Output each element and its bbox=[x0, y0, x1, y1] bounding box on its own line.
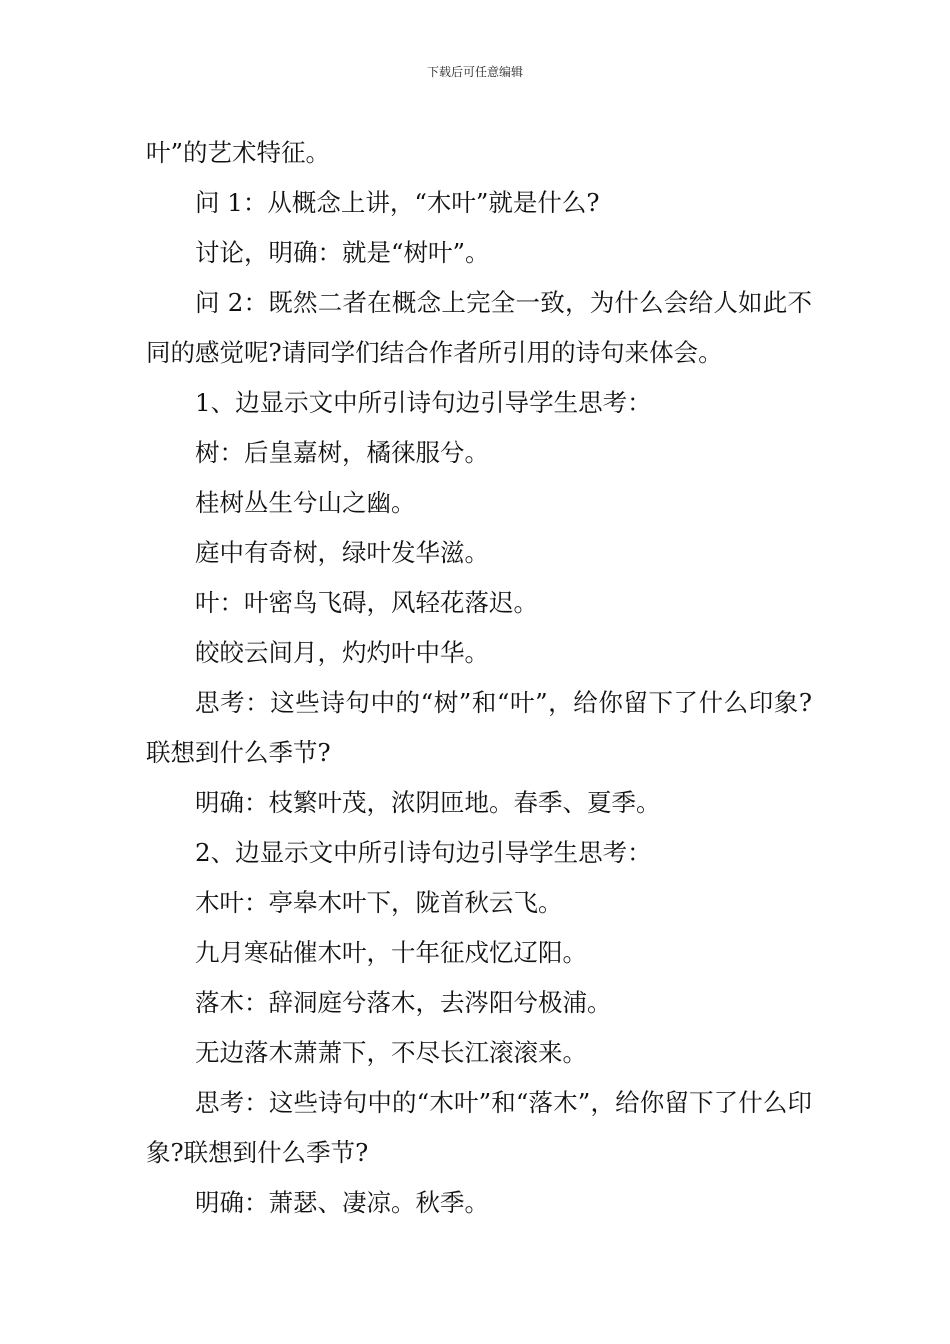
paragraph-11: 思考：这些诗句中的“树”和“叶”，给你留下了什么印象?联想到什么季节? bbox=[146, 688, 812, 767]
paragraph-5: 1、边显示文中所引诗句边引导学生思考： bbox=[195, 388, 652, 417]
paragraph-2: 问 1：从概念上讲，“木叶”就是什么? bbox=[195, 188, 600, 217]
paragraph-15: 九月寒砧催木叶，十年征戍忆辽阳。 bbox=[195, 938, 587, 967]
paragraph-3: 讨论，明确：就是“树叶”。 bbox=[195, 238, 490, 267]
paragraph-8: 庭中有奇树，绿叶发华滋。 bbox=[195, 538, 489, 567]
paragraph-14: 木叶：亭皋木叶下，陇首秋云飞。 bbox=[195, 888, 563, 917]
paragraph-16: 落木：辞洞庭兮落木，去涔阳兮极浦。 bbox=[195, 988, 612, 1017]
paragraph-1: 叶”的艺术特征。 bbox=[146, 138, 331, 167]
paragraph-7: 桂树丛生兮山之幽。 bbox=[195, 488, 416, 517]
paragraph-17: 无边落木萧萧下，不尽长江滚滚来。 bbox=[195, 1038, 587, 1067]
paragraph-9: 叶：叶密鸟飞碍，风轻花落迟。 bbox=[195, 588, 538, 617]
paragraph-10: 皎皎云间月，灼灼叶中华。 bbox=[195, 638, 489, 667]
paragraph-12: 明确：枝繁叶茂，浓阴匝地。春季、夏季。 bbox=[195, 788, 661, 817]
document-body bbox=[146, 128, 812, 1228]
paragraph-4: 问 2：既然二者在概念上完全一致，为什么会给人如此不同的感觉呢?请同学们结合作者所引用的诗句来体会。 bbox=[146, 288, 812, 367]
paragraph-18: 思考：这些诗句中的“木叶”和“落木”，给你留下了什么印象?联想到什么季节? bbox=[146, 1088, 812, 1167]
page-header: 下载后可任意编辑 bbox=[426, 65, 523, 79]
paragraph-6: 树：后皇嘉树，橘徕服兮。 bbox=[195, 438, 489, 467]
paragraph-19: 明确：萧瑟、凄凉。秋季。 bbox=[195, 1188, 489, 1217]
paragraph-13: 2、边显示文中所引诗句边引导学生思考： bbox=[195, 838, 652, 867]
